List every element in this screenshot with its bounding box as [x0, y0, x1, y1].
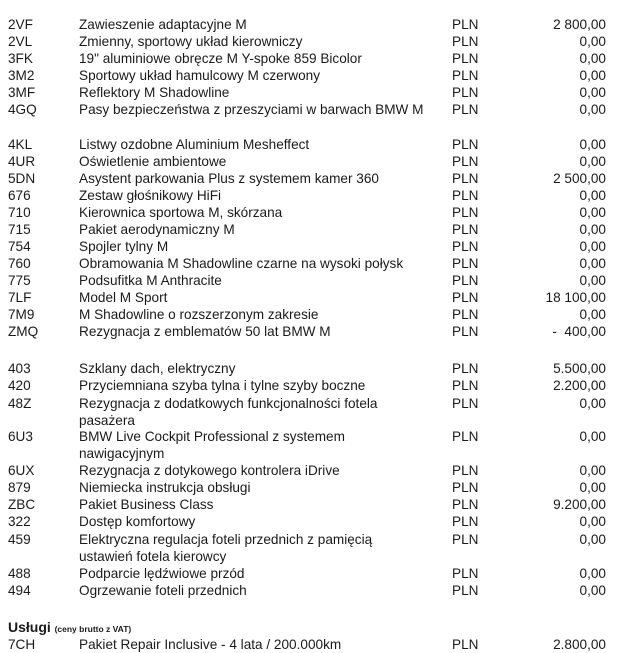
- option-description: Spojler tylny M: [79, 239, 169, 254]
- option-code: ZMQ: [8, 324, 39, 339]
- option-price: 0,00: [579, 256, 606, 271]
- option-price: 0,00: [579, 34, 606, 49]
- services-heading-title: Usługi: [8, 619, 51, 635]
- option-currency: PLN: [452, 222, 479, 237]
- option-description: Sportowy układ hamulcowy M czerwony: [79, 68, 321, 83]
- option-price: 5.500,00: [553, 361, 606, 376]
- service-price: 2.800,00: [553, 637, 606, 652]
- option-currency: PLN: [452, 378, 479, 393]
- option-code: 6U3: [8, 429, 33, 444]
- option-currency: PLN: [452, 583, 479, 598]
- option-price: 0,00: [579, 396, 606, 411]
- option-price: 18 100,00: [545, 290, 606, 305]
- option-description: Zawieszenie adaptacyjne M: [79, 17, 247, 32]
- option-code: 48Z: [8, 396, 32, 411]
- option-code: 494: [8, 583, 31, 598]
- option-price: 0,00: [579, 188, 606, 203]
- option-code: 2VL: [8, 34, 33, 49]
- option-description: Elektryczna regulacja foteli przednich z pamięcią ustawień fotela kierowcy: [79, 532, 373, 564]
- option-code: 4GQ: [8, 102, 37, 117]
- option-currency: PLN: [452, 290, 479, 305]
- option-price: 0,00: [579, 137, 606, 152]
- option-currency: PLN: [452, 324, 479, 339]
- option-currency: PLN: [452, 463, 479, 478]
- option-code: 754: [8, 239, 31, 254]
- option-code: 4UR: [8, 154, 36, 169]
- option-currency: PLN: [452, 85, 479, 100]
- option-price: 0,00: [579, 85, 606, 100]
- option-code: 2VF: [8, 17, 33, 32]
- option-description: Zmienny, sportowy układ kierowniczy: [79, 34, 303, 49]
- option-code: 459: [8, 532, 31, 547]
- option-price: 0,00: [579, 307, 606, 322]
- services-heading: [8, 619, 131, 637]
- service-code: 7CH: [8, 637, 36, 652]
- option-currency: PLN: [452, 480, 479, 495]
- option-description: Pasy bezpieczeństwa z przeszyciami w barwach BMW M: [79, 102, 424, 117]
- option-description: Przyciemniana szyba tylna i tylne szyby boczne: [79, 378, 366, 393]
- option-price: 2 800,00: [553, 17, 606, 32]
- option-code: 5DN: [8, 171, 36, 186]
- option-code: ZBC: [8, 497, 36, 512]
- option-code: 3FK: [8, 51, 33, 66]
- service-currency: PLN: [452, 637, 479, 652]
- option-description: Obramowania M Shadowline czarne na wysoki połysk: [79, 256, 404, 271]
- option-description: Listwy ozdobne Aluminium Mesheffect: [79, 137, 310, 152]
- services-heading-note: (ceny brutto z VAT): [54, 624, 132, 634]
- option-description: Model M Sport: [79, 290, 168, 305]
- option-price: 0,00: [579, 480, 606, 495]
- option-currency: PLN: [452, 34, 479, 49]
- option-currency: PLN: [452, 361, 479, 376]
- option-description: Rezygnacja z dotykowego kontrolera iDrive: [79, 463, 340, 478]
- option-description: Ogrzewanie foteli przednich: [79, 583, 247, 598]
- option-code: 710: [8, 205, 31, 220]
- option-code: 879: [8, 480, 31, 495]
- option-price: 0,00: [579, 463, 606, 478]
- option-description: Reflektory M Shadowline: [79, 85, 230, 100]
- option-price: 0,00: [579, 205, 606, 220]
- option-description: Asystent parkowania Plus z systemem kamer 360: [79, 171, 379, 186]
- option-description: Rezygnacja z emblematów 50 lat BMW M: [79, 324, 331, 339]
- option-currency: PLN: [452, 307, 479, 322]
- option-price: 0,00: [579, 154, 606, 169]
- option-price: - 400,00: [552, 324, 606, 339]
- option-currency: PLN: [452, 188, 479, 203]
- option-code: 6UX: [8, 463, 35, 478]
- option-description: Podparcie lędźwiowe przód: [79, 566, 245, 581]
- option-code: 715: [8, 222, 31, 237]
- option-code: 7M9: [8, 307, 35, 322]
- option-description: BMW Live Cockpit Professional z systemem nawigacyjnym: [79, 429, 345, 461]
- option-description: M Shadowline o rozszerzonym zakresie: [79, 307, 319, 322]
- option-code: 760: [8, 256, 31, 271]
- option-currency: PLN: [452, 137, 479, 152]
- option-currency: PLN: [452, 102, 479, 117]
- option-code: 7LF: [8, 290, 32, 305]
- option-currency: PLN: [452, 171, 479, 186]
- option-code: 3MF: [8, 85, 36, 100]
- option-price: 0,00: [579, 102, 606, 117]
- option-description: Podsufitka M Anthracite: [79, 273, 222, 288]
- option-description: Oświetlenie ambientowe: [79, 154, 227, 169]
- option-currency: PLN: [452, 205, 479, 220]
- option-description: Pakiet aerodynamiczny M: [79, 222, 235, 237]
- option-price: 9.200,00: [553, 497, 606, 512]
- option-price: 2.200,00: [553, 378, 606, 393]
- option-price: 0,00: [579, 273, 606, 288]
- option-currency: PLN: [452, 514, 479, 529]
- option-code: 775: [8, 273, 31, 288]
- option-description: Kierownica sportowa M, skórzana: [79, 205, 283, 220]
- option-code: 4KL: [8, 137, 33, 152]
- option-price: 0,00: [579, 514, 606, 529]
- option-description: 19" aluminiowe obręcze M Y-spoke 859 Bicolor: [79, 51, 362, 66]
- option-price: 0,00: [579, 239, 606, 254]
- option-currency: PLN: [452, 396, 479, 411]
- option-description: Dostęp komfortowy: [79, 514, 196, 529]
- option-price: 0,00: [579, 532, 606, 547]
- option-price: 0,00: [579, 566, 606, 581]
- option-description: Szklany dach, elektryczny: [79, 361, 236, 376]
- option-description: Pakiet Business Class: [79, 497, 214, 512]
- option-code: 403: [8, 361, 31, 376]
- option-currency: PLN: [452, 256, 479, 271]
- option-currency: PLN: [452, 17, 479, 32]
- option-description: Niemiecka instrukcja obsługi: [79, 480, 251, 495]
- option-price: 0,00: [579, 429, 606, 444]
- option-currency: PLN: [452, 532, 479, 547]
- option-code: 3M2: [8, 68, 35, 83]
- option-price: 2 500,00: [553, 171, 606, 186]
- option-currency: PLN: [452, 497, 479, 512]
- option-currency: PLN: [452, 566, 479, 581]
- option-price: 0,00: [579, 222, 606, 237]
- option-code: 676: [8, 188, 31, 203]
- option-currency: PLN: [452, 51, 479, 66]
- option-currency: PLN: [452, 154, 479, 169]
- option-currency: PLN: [452, 68, 479, 83]
- service-description: Pakiet Repair Inclusive - 4 lata / 200.000km: [79, 637, 342, 652]
- option-currency: PLN: [452, 239, 479, 254]
- option-code: 420: [8, 378, 31, 393]
- option-price: 0,00: [579, 68, 606, 83]
- option-currency: PLN: [452, 429, 479, 444]
- option-code: 488: [8, 566, 31, 581]
- option-description: Zestaw głośnikowy HiFi: [79, 188, 222, 203]
- option-code: 322: [8, 514, 31, 529]
- option-description: Rezygnacja z dodatkowych funkcjonalności fotela pasażera: [79, 396, 378, 428]
- option-price: 0,00: [579, 583, 606, 598]
- option-price: 0,00: [579, 51, 606, 66]
- option-currency: PLN: [452, 273, 479, 288]
